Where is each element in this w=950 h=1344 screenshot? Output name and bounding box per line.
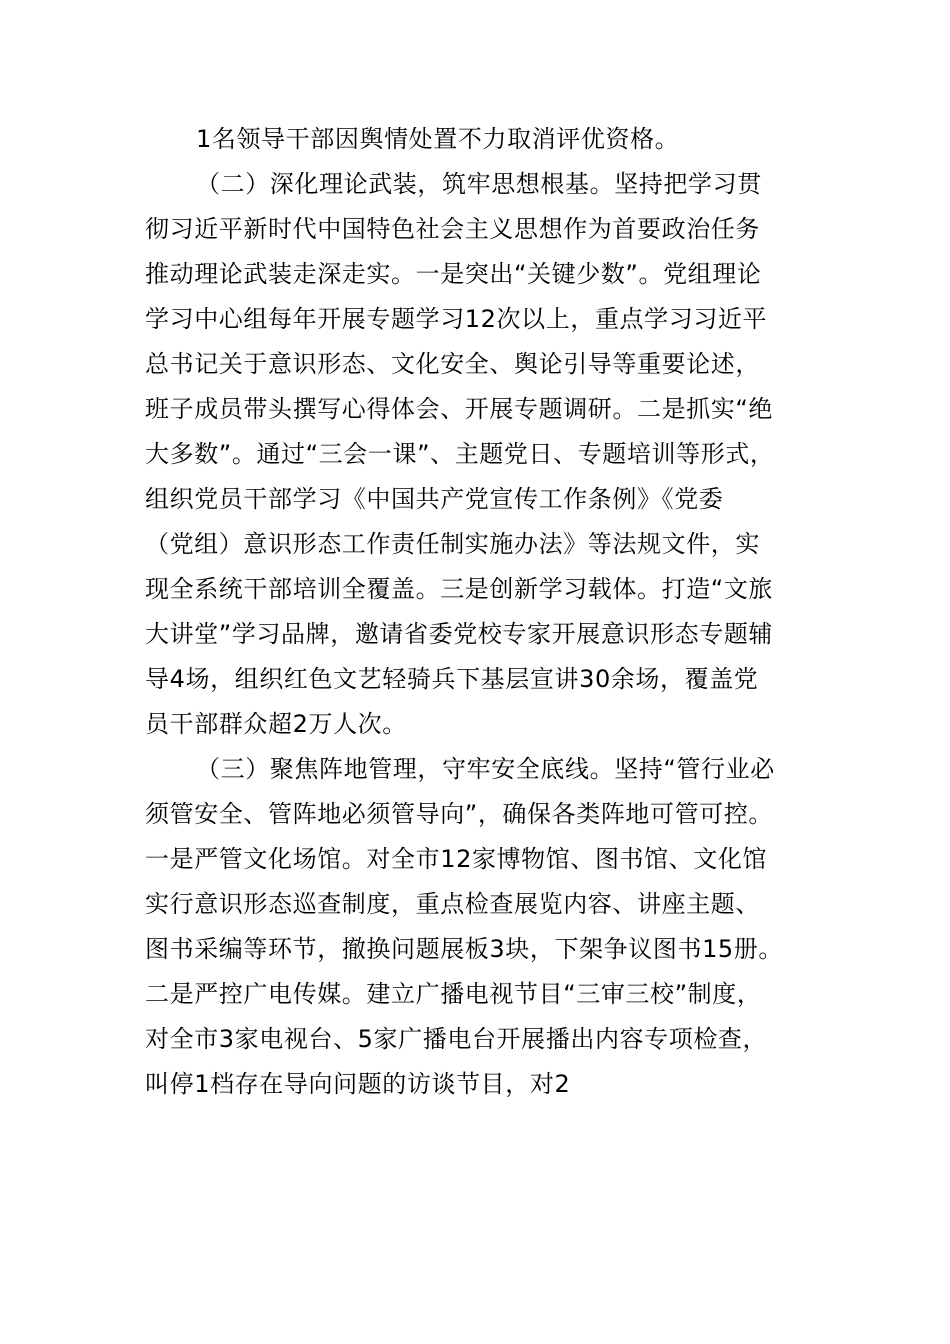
text-line: 大讲堂”学习品牌，邀请省委党校专家开展意识形态专题辅 xyxy=(145,620,774,648)
text-line: 推动理论武装走深走实。一是突出“关键少数”。党组理论 xyxy=(145,260,762,288)
text-line: （党组）意识形态工作责任制实施办法》等法规文件，实 xyxy=(145,530,760,558)
text-line: 总书记关于意识形态、文化安全、舆论引导等重要论述， xyxy=(145,350,760,378)
text-line: 员干部群众超2万人次。 xyxy=(145,710,407,738)
text-line: 须管安全、管阵地必须管导向”，确保各类阵地可管可控。 xyxy=(145,800,774,828)
text-line: （三）聚焦阵地管理，守牢安全底线。坚持“管行业必 xyxy=(196,755,775,783)
text-line: 彻习近平新时代中国特色社会主义思想作为首要政治任务 xyxy=(145,215,760,243)
text-line: 现全系统干部培训全覆盖。三是创新学习载体。打造“文旅 xyxy=(145,575,774,603)
text-line: 大多数”。通过“三会一课”、主题党日、专题培训等形式， xyxy=(145,440,775,468)
text-line: 学习中心组每年开展专题学习12次以上，重点学习习近平 xyxy=(145,305,768,333)
text-line: 叫停1档存在导向问题的访谈节目，对2 xyxy=(145,1070,571,1098)
text-line: 组织党员干部学习《中国共产党宣传工作条例》《党委 xyxy=(145,485,724,513)
text-line: 导4场，组织红色文艺轻骑兵下基层宣讲30余场，覆盖党 xyxy=(145,665,759,693)
text-line: 二是严控广电传媒。建立广播电视节目“三审三校”制度， xyxy=(145,980,762,1008)
text-line: 图书采编等环节，撤换问题展板3块，下架争议图书15册。 xyxy=(145,935,784,963)
text-line: 1名领导干部因舆情处置不力取消评优资格。 xyxy=(196,125,680,153)
text-line: 实行意识形态巡查制度，重点检查展览内容、讲座主题、 xyxy=(145,890,760,918)
text-line: （二）深化理论武装，筑牢思想根基。坚持把学习贯 xyxy=(196,170,762,198)
text-line: 一是严管文化场馆。对全市12家博物馆、图书馆、文化馆 xyxy=(145,845,768,873)
text-line: 班子成员带头撰写心得体会、开展专题调研。二是抓实“绝 xyxy=(145,395,774,423)
text-line: 对全市3家电视台、5家广播电台开展播出内容专项检查， xyxy=(145,1025,768,1053)
